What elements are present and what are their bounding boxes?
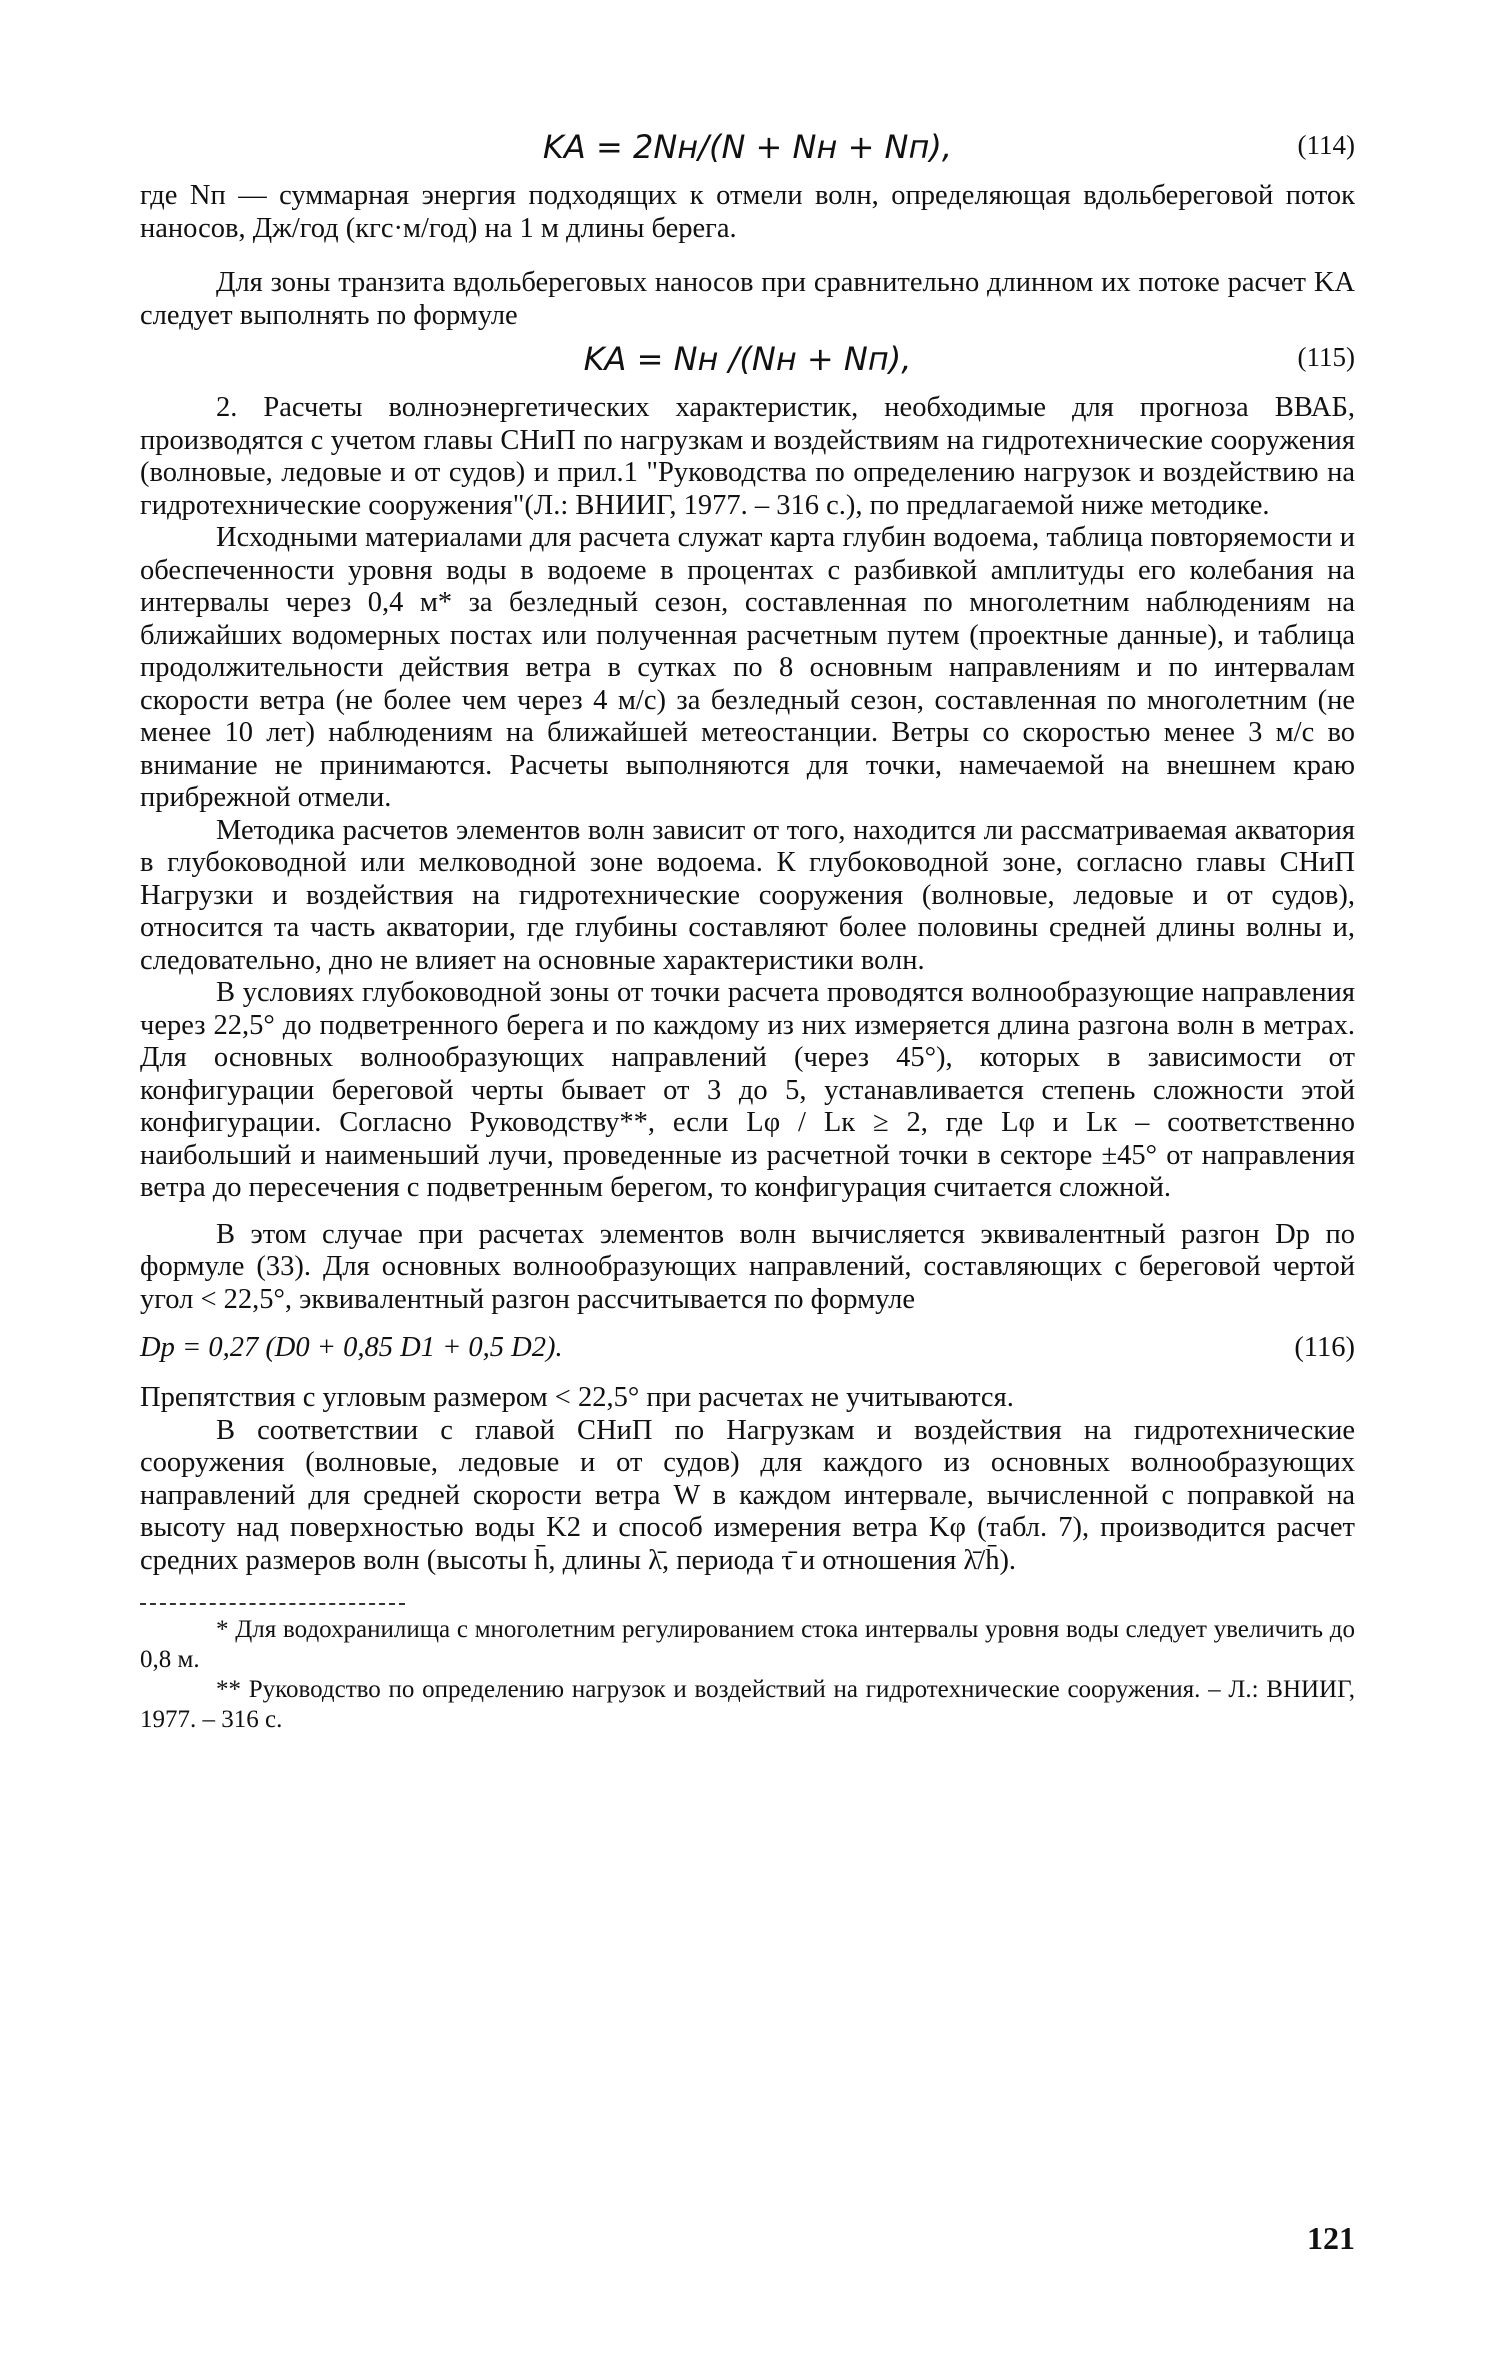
paragraph-snip: В соответствии с главой СНиП по Нагрузкам и воздействия на гидротехнические сооружения (волновые, ледовые и от судов) для каждого из основных волнообразующих направлений для средней скорости ветра W в каждом интервале, вычисленной с поправкой на высоту над поверхностью воды K2 и способ измерения ветра Kφ (табл. 7), производится расчет средних размеров волн (высоты h̄, длины λ̄, периода τ̄ и отношения λ̄/h̄). bbox=[140, 1414, 1355, 1576]
paragraph-source-data: Исходными материалами для расчета служат карта глубин водоема, таблица повторяемости и обеспеченности уровня воды в водоеме в процентах с разбивкой амплитуды его колебания на интервалы через 0,4 м* за безледный сезон, составленная по многолетним наблюдениям на ближайших водомерных постах или полученная расчетным путем (проектные данные), и таблица продолжительности действия ветра в сутках по 8 основным направлениям и по интервалам скорости ветра (не более чем через 4 м/с) за безледный сезон, составленная по многолетним (не менее 10 лет) наблюдениям на ближайшей метеостанции. Ветры со скоростью менее 3 м/с во внимание не принимаются. Расчеты выполняются для точки, намечаемой на внешнем краю прибрежной отмели. bbox=[140, 522, 1355, 813]
paragraph-transit: Для зоны транзита вдольбереговых наносов при сравнительно длинном их потоке расчет KА следует выполнять по формуле bbox=[140, 267, 1355, 331]
paragraph-method: Методика расчетов элементов волн зависит от того, находится ли рассматриваемая акватория в глубоководной или мелководной зоне водоема. К глубоководной зоне, согласно главы СНиП Нагрузки и воздействия на гидротехнические сооружения (волновые, ледовые и от судов), относится та часть акватории, где глубины составляют более половины средней длины волны и, следовательно, дно не влияет на основные характеристики волн. bbox=[140, 814, 1355, 976]
equation-formula: KА = Nн /(Nн + Nп), bbox=[583, 340, 912, 378]
footnote-1: * Для водохранилища с многолетним регулированием стока интервалы уровня воды следует увеличить до 0,8 м. bbox=[140, 1616, 1355, 1673]
equation-number: (115) bbox=[1297, 342, 1355, 372]
paragraph-obstacles: Препятствия с угловым размером < 22,5° при расчетах не учитываются. bbox=[140, 1382, 1014, 1413]
footnote-2: ** Руководство по определению нагрузок и воздействий на гидротехнические сооружения. – Л.: ВНИИГ, 1977. – 316 с. bbox=[140, 1676, 1355, 1733]
equation-114 bbox=[140, 120, 1355, 180]
page-number: 121 bbox=[1307, 2220, 1355, 2256]
footnotes bbox=[140, 1615, 1355, 1735]
equation-number: (114) bbox=[1297, 130, 1355, 160]
equation-formula: Dр = 0,27 (D0 + 0,85 D1 + 0,5 D2). bbox=[140, 1332, 563, 1363]
equation-number: (116) bbox=[1294, 1332, 1355, 1363]
equation-116 bbox=[140, 1326, 1355, 1374]
paragraph-equivalent-fetch: В этом случае при расчетах элементов волн вычисляется эквивалентный разгон Dр по формуле (33). Для основных волнообразующих направлений, составляющих с береговой чертой угол < 22,5°, эквивалентный разгон рассчитывается по формуле bbox=[140, 1218, 1355, 1315]
equation-formula: KА = 2Nн/(N + Nн + Nп), bbox=[542, 128, 953, 166]
paragraph-where: где Nп — суммарная энергия подходящих к отмели волн, определяющая вдольбереговой поток наносов, Дж/год (кгс·м/год) на 1 м длины берега. bbox=[140, 180, 1355, 244]
page bbox=[140, 120, 1355, 2320]
footnote-separator bbox=[140, 1603, 405, 1605]
paragraph-2: 2. Расчеты волноэнергетических характеристик, необходимые для прогноза ВВАБ, производятся с учетом главы СНиП по нагрузкам и воздействиям на гидротехнические сооружения (волновые, ледовые и от судов) и прил.1 "Руководства по определению нагрузок и воздействию на гидротехнические сооружения"(Л.: ВНИИГ, 1977. – 316 с.), по предлагаемой ниже методике. bbox=[140, 392, 1355, 521]
equation-115 bbox=[140, 332, 1355, 392]
paragraph-deep-water: В условиях глубоководной зоны от точки расчета проводятся волнообразующие направления через 22,5° до подветренного берега и по каждому из них измеряется длина разгона волн в метрах. Для основных волнообразующих направлений (через 45°), которых в зависимости от конфигурации береговой черты бывает от 3 до 5, устанавливается степень сложности этой конфигурации. Согласно Руководству**, если Lφ / Lк ≥ 2, где Lφ и Lк – соответственно наибольший и наименьший лучи, проведенные из расчетной точки в секторе ±45° от направления ветра до пересечения с подветренным берегом, то конфигурация считается сложной. bbox=[140, 977, 1355, 1203]
